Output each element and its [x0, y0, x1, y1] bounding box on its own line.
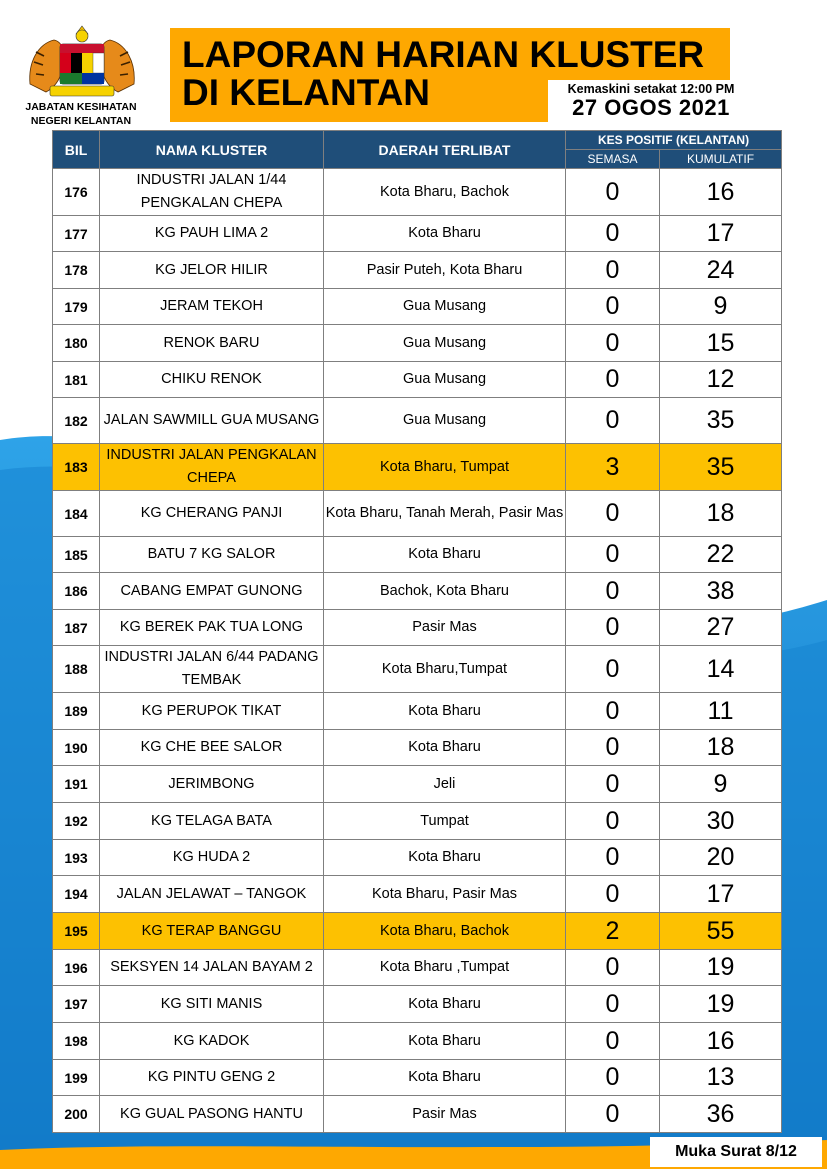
header-kumulatif: KUMULATIF [660, 150, 782, 169]
cell-daerah: Pasir Mas [324, 610, 566, 646]
table-row [53, 537, 782, 573]
cell-semasa: 0 [566, 169, 660, 216]
header-kes-positif: KES POSITIF (KELANTAN) [566, 131, 782, 150]
cell-kumulatif: 19 [660, 986, 782, 1023]
cell-daerah: Pasir Mas [324, 1096, 566, 1133]
cell-kumulatif: 30 [660, 803, 782, 840]
cell-nama-kluster: KG PAUH LIMA 2 [100, 216, 324, 252]
cell-kumulatif: 16 [660, 1023, 782, 1060]
table-row [53, 398, 782, 444]
table-row [53, 840, 782, 876]
cell-bil: 191 [53, 766, 100, 803]
cell-nama-kluster: KG PINTU GENG 2 [100, 1060, 324, 1096]
cell-daerah: Kota Bharu [324, 730, 566, 766]
cell-semasa: 0 [566, 1023, 660, 1060]
table-header [53, 131, 782, 169]
cell-semasa: 0 [566, 491, 660, 537]
cell-bil: 190 [53, 730, 100, 766]
cell-bil: 186 [53, 573, 100, 610]
cell-kumulatif: 13 [660, 1060, 782, 1096]
cell-semasa: 0 [566, 216, 660, 252]
cell-kumulatif: 27 [660, 610, 782, 646]
cell-bil: 183 [53, 444, 100, 491]
table-row [53, 766, 782, 803]
cell-semasa: 0 [566, 840, 660, 876]
cell-semasa: 0 [566, 325, 660, 362]
cell-daerah: Kota Bharu ,Tumpat [324, 950, 566, 986]
cell-bil: 188 [53, 646, 100, 693]
cell-semasa: 0 [566, 876, 660, 913]
table-row [53, 491, 782, 537]
cell-nama-kluster: JALAN JELAWAT – TANGOK [100, 876, 324, 913]
cell-daerah: Gua Musang [324, 325, 566, 362]
cell-nama-kluster: KG JELOR HILIR [100, 252, 324, 289]
cell-kumulatif: 9 [660, 289, 782, 325]
cell-daerah: Kota Bharu [324, 537, 566, 573]
organization-line-1: JABATAN KESIHATAN [25, 101, 137, 113]
report-title-line-2: DI KELANTAN [182, 72, 431, 113]
table-row [53, 169, 782, 216]
cell-daerah: Kota Bharu, Pasir Mas [324, 876, 566, 913]
header-bil: BIL [53, 131, 100, 169]
table-row [53, 444, 782, 491]
cell-nama-kluster: CABANG EMPAT GUNONG [100, 573, 324, 610]
table-row [53, 325, 782, 362]
report-title-line-1: LAPORAN HARIAN KLUSTER [182, 34, 705, 75]
cell-nama-kluster: KG CHE BEE SALOR [100, 730, 324, 766]
cell-kumulatif: 38 [660, 573, 782, 610]
cell-kumulatif: 16 [660, 169, 782, 216]
cell-bil: 181 [53, 362, 100, 398]
cell-nama-kluster: KG BEREK PAK TUA LONG [100, 610, 324, 646]
table-row [53, 1060, 782, 1096]
cell-semasa: 0 [566, 252, 660, 289]
header-daerah-terlibat: DAERAH TERLIBAT [324, 131, 566, 169]
cell-kumulatif: 9 [660, 766, 782, 803]
cell-semasa: 0 [566, 646, 660, 693]
cell-bil: 178 [53, 252, 100, 289]
table-row [53, 289, 782, 325]
cell-daerah: Kota Bharu [324, 1060, 566, 1096]
cell-semasa: 0 [566, 362, 660, 398]
table-row [53, 252, 782, 289]
cell-daerah: Gua Musang [324, 398, 566, 444]
cell-nama-kluster: KG TELAGA BATA [100, 803, 324, 840]
cell-bil: 198 [53, 1023, 100, 1060]
cell-daerah: Kota Bharu, Tumpat [324, 444, 566, 491]
cell-nama-kluster: KG SITI MANIS [100, 986, 324, 1023]
table-row [53, 216, 782, 252]
cell-nama-kluster: KG HUDA 2 [100, 840, 324, 876]
cell-nama-kluster: KG PERUPOK TIKAT [100, 693, 324, 730]
table-row [53, 693, 782, 730]
cell-daerah: Kota Bharu, Bachok [324, 913, 566, 950]
cell-nama-kluster: KG TERAP BANGGU [100, 913, 324, 950]
cell-nama-kluster: BATU 7 KG SALOR [100, 537, 324, 573]
table-row [53, 913, 782, 950]
cell-bil: 197 [53, 986, 100, 1023]
table-row [53, 950, 782, 986]
header-nama-kluster: NAMA KLUSTER [100, 131, 324, 169]
cell-daerah: Kota Bharu,Tumpat [324, 646, 566, 693]
table-row [53, 803, 782, 840]
page-number: Muka Surat 8/12 [650, 1137, 822, 1167]
cell-bil: 200 [53, 1096, 100, 1133]
update-info-box [548, 80, 754, 126]
cell-semasa: 0 [566, 986, 660, 1023]
organization-name [10, 100, 152, 128]
cluster-table [52, 130, 782, 1133]
table-row [53, 730, 782, 766]
cell-semasa: 0 [566, 537, 660, 573]
cell-nama-kluster: INDUSTRI JALAN 6/44 PADANG TEMBAK [100, 646, 324, 693]
cell-bil: 195 [53, 913, 100, 950]
cell-nama-kluster: INDUSTRI JALAN PENGKALAN CHEPA [100, 444, 324, 491]
cell-kumulatif: 24 [660, 252, 782, 289]
cell-semasa: 0 [566, 610, 660, 646]
table-row [53, 1023, 782, 1060]
cell-semasa: 0 [566, 1060, 660, 1096]
cell-daerah: Pasir Puteh, Kota Bharu [324, 252, 566, 289]
cell-kumulatif: 20 [660, 840, 782, 876]
cell-nama-kluster: KG GUAL PASONG HANTU [100, 1096, 324, 1133]
cell-semasa: 0 [566, 573, 660, 610]
cell-semasa: 0 [566, 693, 660, 730]
update-label: Kemaskini setakat 12:00 PM [567, 82, 735, 96]
cell-semasa: 3 [566, 444, 660, 491]
cell-daerah: Bachok, Kota Bharu [324, 573, 566, 610]
cell-daerah: Gua Musang [324, 362, 566, 398]
cell-nama-kluster: CHIKU RENOK [100, 362, 324, 398]
cell-bil: 187 [53, 610, 100, 646]
cell-bil: 182 [53, 398, 100, 444]
cell-kumulatif: 14 [660, 646, 782, 693]
table-row [53, 573, 782, 610]
cell-daerah: Kota Bharu, Tanah Merah, Pasir Mas [324, 491, 566, 537]
table-row [53, 610, 782, 646]
cell-kumulatif: 15 [660, 325, 782, 362]
organization-line-2: NEGERI KELANTAN [30, 115, 132, 127]
cell-semasa: 0 [566, 766, 660, 803]
cell-semasa: 0 [566, 730, 660, 766]
cell-bil: 193 [53, 840, 100, 876]
cell-nama-kluster: KG KADOK [100, 1023, 324, 1060]
cell-bil: 184 [53, 491, 100, 537]
cell-daerah: Kota Bharu [324, 1023, 566, 1060]
cell-daerah: Jeli [324, 766, 566, 803]
cell-kumulatif: 11 [660, 693, 782, 730]
cell-bil: 199 [53, 1060, 100, 1096]
cell-nama-kluster: SEKSYEN 14 JALAN BAYAM 2 [100, 950, 324, 986]
cell-nama-kluster: KG CHERANG PANJI [100, 491, 324, 537]
cell-daerah: Kota Bharu [324, 216, 566, 252]
cell-nama-kluster: JERAM TEKOH [100, 289, 324, 325]
coat-of-arms-logo [24, 22, 140, 100]
update-date: 27 OGOS 2021 [572, 95, 730, 120]
cell-nama-kluster: JERIMBONG [100, 766, 324, 803]
cell-kumulatif: 18 [660, 491, 782, 537]
cell-semasa: 0 [566, 950, 660, 986]
cell-kumulatif: 35 [660, 398, 782, 444]
cell-bil: 189 [53, 693, 100, 730]
cell-semasa: 2 [566, 913, 660, 950]
cell-bil: 176 [53, 169, 100, 216]
cell-daerah: Kota Bharu [324, 840, 566, 876]
cell-kumulatif: 18 [660, 730, 782, 766]
cell-bil: 180 [53, 325, 100, 362]
cell-bil: 196 [53, 950, 100, 986]
cell-daerah: Kota Bharu [324, 693, 566, 730]
cell-daerah: Gua Musang [324, 289, 566, 325]
cell-nama-kluster: INDUSTRI JALAN 1/44 PENGKALAN CHEPA [100, 169, 324, 216]
table-row [53, 362, 782, 398]
cell-kumulatif: 55 [660, 913, 782, 950]
header-semasa: SEMASA [566, 150, 660, 169]
cell-kumulatif: 19 [660, 950, 782, 986]
table-row [53, 986, 782, 1023]
cell-semasa: 0 [566, 1096, 660, 1133]
cell-bil: 179 [53, 289, 100, 325]
table-row [53, 646, 782, 693]
cell-daerah: Kota Bharu, Bachok [324, 169, 566, 216]
cell-semasa: 0 [566, 289, 660, 325]
table-body [53, 169, 782, 1133]
cell-bil: 185 [53, 537, 100, 573]
cell-daerah: Tumpat [324, 803, 566, 840]
cell-kumulatif: 22 [660, 537, 782, 573]
cell-kumulatif: 35 [660, 444, 782, 491]
table-row [53, 1096, 782, 1133]
cell-kumulatif: 36 [660, 1096, 782, 1133]
cell-kumulatif: 12 [660, 362, 782, 398]
cell-bil: 177 [53, 216, 100, 252]
cell-semasa: 0 [566, 398, 660, 444]
cell-daerah: Kota Bharu [324, 986, 566, 1023]
table-row [53, 876, 782, 913]
cell-semasa: 0 [566, 803, 660, 840]
cell-bil: 194 [53, 876, 100, 913]
cell-nama-kluster: JALAN SAWMILL GUA MUSANG [100, 398, 324, 444]
cell-kumulatif: 17 [660, 876, 782, 913]
cell-kumulatif: 17 [660, 216, 782, 252]
cell-nama-kluster: RENOK BARU [100, 325, 324, 362]
cell-bil: 192 [53, 803, 100, 840]
